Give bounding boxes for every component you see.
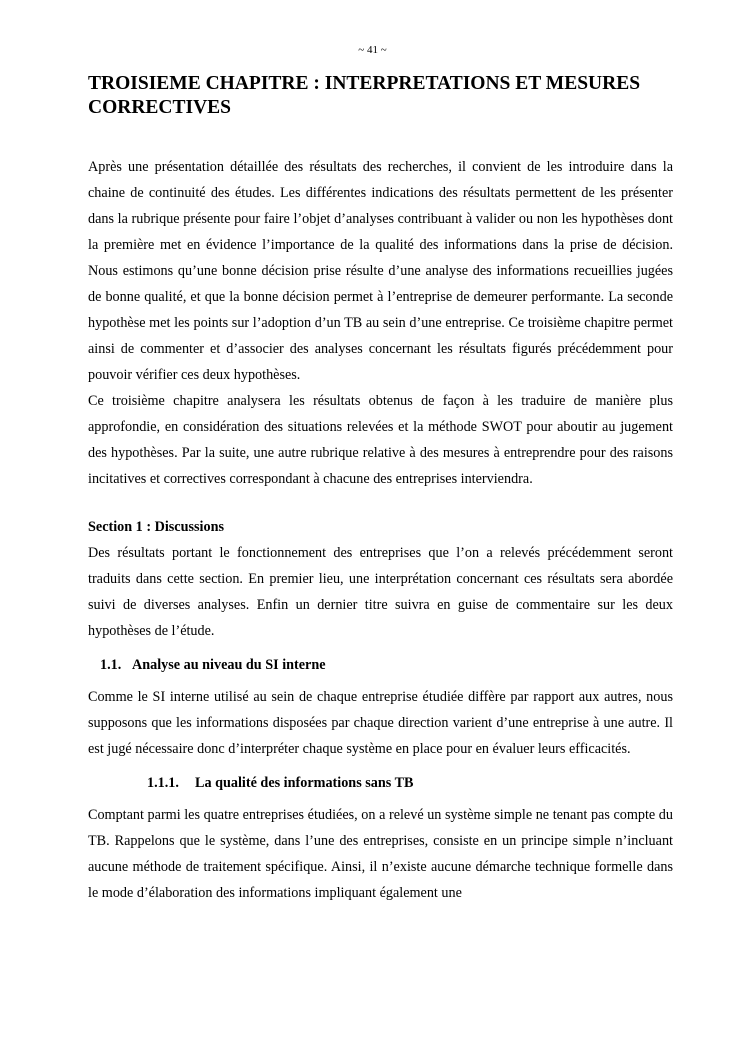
subsection-1-1-1-heading	[147, 772, 673, 794]
intro-paragraph-1: Après une présentation détaillée des résultats des recherches, il convient de les introduire dans la chaine de continuité des études. Les différentes indications des résultats permettent de les présenter dans la rubrique présente pour faire l’objet d’analyses contribuant à valider ou non les hypothèses dont la première met en évidence l’importance de la qualité des informations dans la prise de décision. Nous estimons qu’une bonne décision prise résulte d’une analyse des informations recueillies jugées de bonne qualité, et que la bonne décision permet à l’entreprise de demeurer performante. La seconde hypothèse met les points sur l’adoption d’un TB au sein d’une entreprise. Ce troisième chapitre permet ainsi de commenter et d’associer des analyses concernant les résultats figurés précédemment pour pouvoir vérifier ces deux hypothèses.	[88, 159, 673, 383]
section-1-paragraph: Des résultats portant le fonctionnement des entreprises que l’on a relevés précédemment seront traduits dans cette section. En premier lieu, une interprétation concernant ces résultats sera abordée suivi de diverses analyses. Enfin un dernier titre suivra en guise de commentaire sur les deux hypothèses de l’étude.	[88, 545, 673, 639]
subsection-1-1-number: 1.1.	[100, 657, 122, 673]
page-number: ~ 41 ~	[358, 44, 387, 56]
subsection-1-1-1-number: 1.1.1.	[147, 775, 179, 791]
subsection-1-1-1-title: La qualité des informations sans TB	[195, 775, 414, 791]
subsection-1-1-heading	[100, 654, 673, 676]
page-content	[88, 72, 673, 906]
subsection-1-1-title: Analyse au niveau du SI interne	[132, 657, 326, 673]
subsection-1-1-1-paragraph: Comptant parmi les quatre entreprises étudiées, on a relevé un système simple ne tenant pas compte du TB. Rappelons que le système, dans l’une des entreprises, consiste en un principe simple n’incluant aucune méthode de traitement spécifique. Ainsi, il n’existe aucune démarche technique formelle dans le mode d’élaboration des informations impliquant également une	[88, 807, 673, 901]
chapter-title: TROISIEME CHAPITRE : INTERPRETATIONS ET MESURES CORRECTIVES	[88, 73, 641, 118]
subsection-1-1-paragraph: Comme le SI interne utilisé au sein de chaque entreprise étudiée diffère par rapport aux autres, nous supposons que les informations disposées par chaque direction varient d’une entreprise à une autre. Il est jugé nécessaire donc d’interpréter chaque système en place pour en évaluer leurs efficacités.	[88, 689, 673, 757]
intro-paragraph-2: Ce troisième chapitre analysera les résultats obtenus de façon à les traduire de manière plus approfondie, en considération des situations relevées et la méthode SWOT pour aboutir au jugement des hypothèses. Par la suite, une autre rubrique relative à des mesures à entreprendre pour des raisons incitatives et correctives correspondant à chacune des entreprises interviendra.	[88, 393, 673, 487]
section-1-title: Section 1 : Discussions	[88, 519, 224, 535]
